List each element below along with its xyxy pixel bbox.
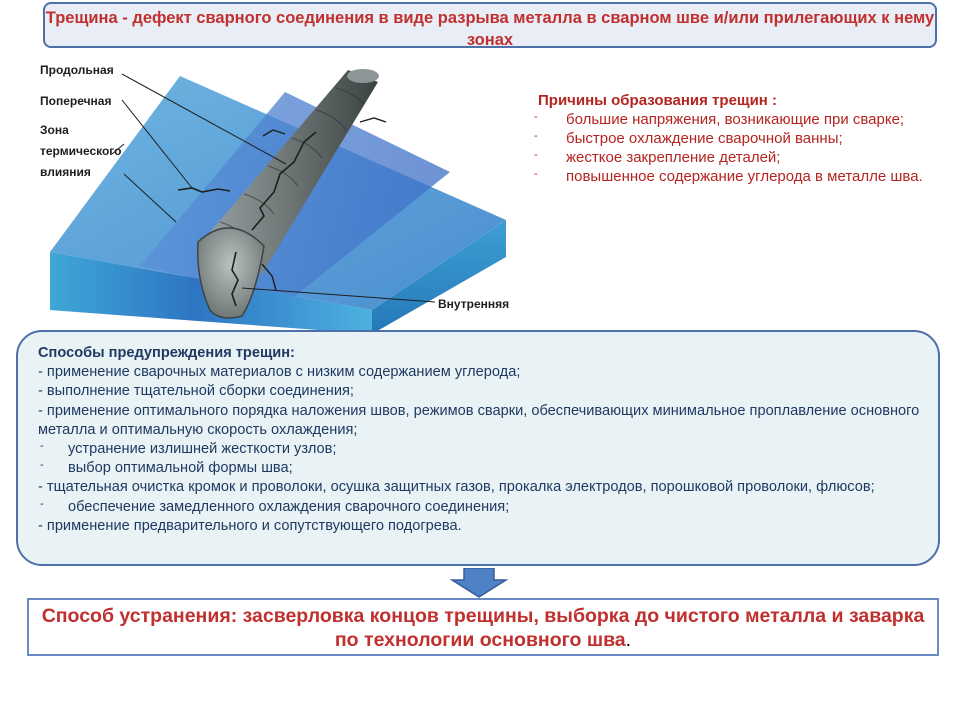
list-item xyxy=(530,110,930,129)
causes-section xyxy=(530,91,930,186)
remedy-box xyxy=(27,598,939,656)
list-item: - применение предварительного и сопутствующего подогрева. xyxy=(38,517,462,534)
bullet: - xyxy=(40,497,44,510)
list-item-text: выбор оптимальной формы шва; xyxy=(68,460,293,477)
label-longitudinal: Продольная xyxy=(40,63,114,77)
causes-list xyxy=(530,110,930,186)
label-haz-line1: Зона xyxy=(40,123,69,137)
list-item-text: быстрое охлаждение сварочной ванны; xyxy=(566,130,843,147)
list-item xyxy=(530,167,930,186)
list-item: - выполнение тщательной сборки соединения; xyxy=(38,383,354,400)
bullet: - xyxy=(534,149,538,161)
list-item xyxy=(38,498,938,517)
label-haz-line2: термического xyxy=(40,144,122,158)
list-item-text: обеспечение замедленного охлаждения сварочного соединения; xyxy=(68,498,510,515)
prevention-box xyxy=(16,330,940,566)
prevention-heading: Способы предупреждения трещин: xyxy=(38,345,295,361)
remedy-text: Способ устранения: засверловка концов трещины, выборка до чистого металла и заварка по технологии основного шва xyxy=(41,605,925,651)
title-box xyxy=(43,2,937,48)
weld-crack-illustration xyxy=(30,52,535,334)
page-title: Трещина - дефект сварного соединения в виде разрыва металла в сварном шве и/или прилегающих к нему зонах xyxy=(45,9,935,49)
bullet: - xyxy=(40,440,44,453)
list-item: - тщательная очистка кромок и проволоки, осушка защитных газов, прокалка электродов, порошковой проволоки, флюсов; xyxy=(38,479,875,496)
list-item xyxy=(530,148,930,167)
remedy-end-mark: . xyxy=(625,629,632,651)
list-item: - применение оптимального порядка наложения швов, режимов сварки, обеспечивающих минимальное проплавление основного металла и оптимальную скорость охлаждения; xyxy=(38,402,920,438)
bullet: - xyxy=(534,111,538,123)
label-transverse: Поперечная xyxy=(40,94,112,108)
list-item xyxy=(38,440,938,459)
causes-heading: Причины образования трещин : xyxy=(538,92,778,109)
bullet: - xyxy=(40,459,44,472)
bullet: - xyxy=(534,168,538,180)
list-item-text: большие напряжения, возникающие при сварке; xyxy=(566,111,905,128)
list-item-text: повышенное содержание углерода в металле шва. xyxy=(566,168,923,185)
list-item: - применение сварочных материалов с низким содержанием углерода; xyxy=(38,364,521,381)
list-item xyxy=(530,129,930,148)
list-item-text: жесткое закрепление деталей; xyxy=(566,149,781,166)
list-item-text: устранение излишней жесткости узлов; xyxy=(68,441,337,458)
down-arrow-icon xyxy=(450,568,508,598)
list-item xyxy=(38,459,938,478)
bullet: - xyxy=(534,130,538,142)
label-internal: Внутренняя xyxy=(438,297,510,311)
label-haz-line3: влияния xyxy=(40,165,91,179)
prevention-list xyxy=(38,363,938,536)
